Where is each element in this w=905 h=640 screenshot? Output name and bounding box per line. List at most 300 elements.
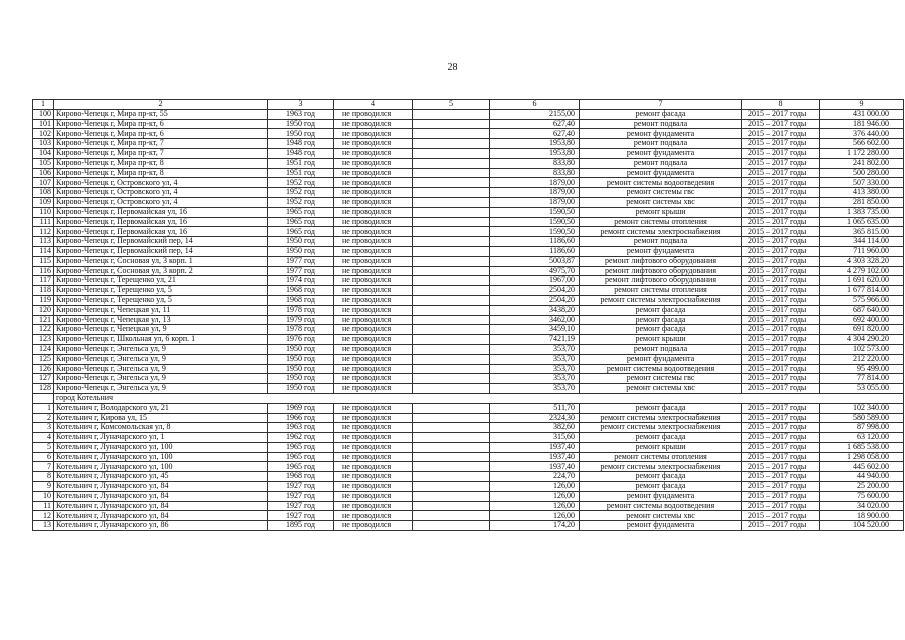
cost-cell: 500 280.00 (820, 168, 904, 178)
address-cell: Кирово-Чепецк г, Первомайская ул, 16 (54, 227, 268, 237)
empty-cell (413, 423, 490, 433)
period-cell: 2015 – 2017 годы (742, 335, 820, 345)
column-number-cell: 5 (413, 100, 490, 110)
address-cell: Котельнич г, Луначарского ул, 100 (54, 442, 268, 452)
year-built-cell: 1951 год (268, 158, 334, 168)
last-repair-cell: не проводился (334, 119, 413, 129)
row-number-cell: 125 (33, 354, 54, 364)
row-number-cell: 121 (33, 315, 54, 325)
row-number-cell: 112 (33, 227, 54, 237)
cost-cell: 691 820.00 (820, 325, 904, 335)
address-cell: Кирово-Чепецк г, Мира пр-кт, 8 (54, 158, 268, 168)
cost-cell: 44 940.00 (820, 472, 904, 482)
last-repair-cell: не проводился (334, 442, 413, 452)
period-cell: 2015 – 2017 годы (742, 403, 820, 413)
work-type-cell: ремонт подвала (580, 344, 742, 354)
area-cell: 3462,00 (490, 315, 580, 325)
address-cell: Кирово-Чепецк г, Мира пр-кт, 6 (54, 129, 268, 139)
row-number-cell: 116 (33, 266, 54, 276)
address-cell: Кирово-Чепецк г, Сосновая ул, 3 корп. 1 (54, 256, 268, 266)
period-cell: 2015 – 2017 годы (742, 354, 820, 364)
address-cell: Котельнич г, Луначарского ул, 84 (54, 511, 268, 521)
table-row (33, 178, 904, 188)
column-number-cell: 7 (580, 100, 742, 110)
area-cell: 1879,00 (490, 188, 580, 198)
work-type-cell: ремонт системы электроснабжения (580, 462, 742, 472)
row-number-cell: 113 (33, 237, 54, 247)
last-repair-cell: не проводился (334, 129, 413, 139)
area-cell: 7421,19 (490, 335, 580, 345)
cost-cell: 102 573.00 (820, 344, 904, 354)
last-repair-cell: не проводился (334, 158, 413, 168)
work-type-cell: ремонт системы водоотведения (580, 178, 742, 188)
cost-cell: 1 172 280.00 (820, 148, 904, 158)
area-cell: 3459,10 (490, 325, 580, 335)
area-cell: 2504,20 (490, 295, 580, 305)
cost-cell: 212 220.00 (820, 354, 904, 364)
last-repair-cell: не проводился (334, 178, 413, 188)
area-cell: 511,70 (490, 403, 580, 413)
last-repair-cell: не проводился (334, 511, 413, 521)
period-cell: 2015 – 2017 годы (742, 521, 820, 531)
table-row (33, 237, 904, 247)
table-row (33, 256, 904, 266)
table-row (33, 207, 904, 217)
year-built-cell: 1952 год (268, 178, 334, 188)
table-row (33, 511, 904, 521)
address-cell: Кирово-Чепецк г, Мира пр-кт, 7 (54, 139, 268, 149)
empty-cell (413, 178, 490, 188)
table-row (33, 335, 904, 345)
area-cell: 3438,20 (490, 305, 580, 315)
year-built-cell: 1950 год (268, 246, 334, 256)
cost-cell: 87 998.00 (820, 423, 904, 433)
area-cell: 1186,60 (490, 237, 580, 247)
work-type-cell: ремонт фасада (580, 109, 742, 119)
work-type-cell: ремонт фасада (580, 305, 742, 315)
empty-cell (413, 501, 490, 511)
work-type-cell: ремонт фундамента (580, 168, 742, 178)
table-row (33, 354, 904, 364)
cost-cell: 18 900.00 (820, 511, 904, 521)
work-type-cell: ремонт системы отопления (580, 286, 742, 296)
table-row (33, 403, 904, 413)
row-number-cell: 126 (33, 364, 54, 374)
period-cell: 2015 – 2017 годы (742, 266, 820, 276)
year-built-cell: 1963 год (268, 423, 334, 433)
row-number-cell: 124 (33, 344, 54, 354)
period-cell: 2015 – 2017 годы (742, 472, 820, 482)
empty-cell (413, 374, 490, 384)
empty-cell (413, 246, 490, 256)
row-number-cell: 127 (33, 374, 54, 384)
cost-cell: 1 677 814.00 (820, 286, 904, 296)
cost-cell: 1 298 058.00 (820, 452, 904, 462)
area-cell: 1590,50 (490, 217, 580, 227)
period-cell: 2015 – 2017 годы (742, 148, 820, 158)
work-type-cell: ремонт системы электроснабжения (580, 295, 742, 305)
row-number-cell: 122 (33, 325, 54, 335)
cost-cell: 575 966.00 (820, 295, 904, 305)
table-row (33, 423, 904, 433)
row-number-cell: 119 (33, 295, 54, 305)
year-built-cell: 1966 год (268, 413, 334, 423)
table-row (33, 462, 904, 472)
last-repair-cell: не проводился (334, 433, 413, 443)
empty-cell (413, 491, 490, 501)
last-repair-cell: не проводился (334, 217, 413, 227)
period-cell: 2015 – 2017 годы (742, 501, 820, 511)
table-row (33, 315, 904, 325)
work-type-cell: ремонт фундамента (580, 129, 742, 139)
address-cell: Кирово-Чепецк г, Чепецкая ул, 11 (54, 305, 268, 315)
area-cell: 1937,40 (490, 442, 580, 452)
last-repair-cell: не проводился (334, 472, 413, 482)
address-cell: Котельнич г, Луначарского ул, 84 (54, 491, 268, 501)
empty-cell (413, 119, 490, 129)
year-built-cell: 1965 год (268, 442, 334, 452)
table-row (33, 305, 904, 315)
table-row (33, 148, 904, 158)
empty-cell (413, 266, 490, 276)
cost-cell: 566 602.00 (820, 139, 904, 149)
period-cell: 2015 – 2017 годы (742, 442, 820, 452)
year-built-cell: 1965 год (268, 452, 334, 462)
area-cell: 353,70 (490, 354, 580, 364)
row-number-cell: 8 (33, 472, 54, 482)
area-cell: 833,80 (490, 158, 580, 168)
row-number-cell: 114 (33, 246, 54, 256)
empty-cell (413, 344, 490, 354)
row-number-cell: 6 (33, 452, 54, 462)
work-type-cell: ремонт фасада (580, 325, 742, 335)
last-repair-cell: не проводился (334, 491, 413, 501)
last-repair-cell: не проводился (334, 256, 413, 266)
year-built-cell: 1965 год (268, 217, 334, 227)
area-cell: 126,00 (490, 491, 580, 501)
cost-cell: 413 380.00 (820, 188, 904, 198)
row-number-cell: 110 (33, 207, 54, 217)
city-name: город Котельнич (54, 393, 904, 403)
year-built-cell: 1950 год (268, 374, 334, 384)
table-row (33, 246, 904, 256)
period-cell: 2015 – 2017 годы (742, 276, 820, 286)
table-row (33, 119, 904, 129)
address-cell: Котельнич г, Луначарского ул, 86 (54, 521, 268, 531)
column-number-cell: 3 (268, 100, 334, 110)
table-row (33, 217, 904, 227)
table-row (33, 109, 904, 119)
area-cell: 1590,50 (490, 227, 580, 237)
area-cell: 224,70 (490, 472, 580, 482)
cost-cell: 95 499.00 (820, 364, 904, 374)
empty-cell (413, 325, 490, 335)
year-built-cell: 1965 год (268, 207, 334, 217)
last-repair-cell: не проводился (334, 197, 413, 207)
work-type-cell: ремонт фасада (580, 472, 742, 482)
cost-cell: 281 850.00 (820, 197, 904, 207)
area-cell: 353,70 (490, 344, 580, 354)
row-number-cell: 13 (33, 521, 54, 531)
period-cell: 2015 – 2017 годы (742, 491, 820, 501)
work-type-cell: ремонт лифтового оборудования (580, 256, 742, 266)
period-cell: 2015 – 2017 годы (742, 109, 820, 119)
work-type-cell: ремонт фасада (580, 315, 742, 325)
row-number-cell: 2 (33, 413, 54, 423)
empty-cell (413, 139, 490, 149)
work-type-cell: ремонт фундамента (580, 148, 742, 158)
year-built-cell: 1950 год (268, 354, 334, 364)
year-built-cell: 1963 год (268, 109, 334, 119)
last-repair-cell: не проводился (334, 325, 413, 335)
work-type-cell: ремонт фундамента (580, 491, 742, 501)
row-number-cell: 1 (33, 403, 54, 413)
table-row (33, 501, 904, 511)
cost-cell: 4 304 290.20 (820, 335, 904, 345)
period-cell: 2015 – 2017 годы (742, 178, 820, 188)
address-cell: Кирово-Чепецк г, Островского ул, 4 (54, 178, 268, 188)
cost-cell: 4 303 328.20 (820, 256, 904, 266)
period-cell: 2015 – 2017 годы (742, 256, 820, 266)
area-cell: 4975,70 (490, 266, 580, 276)
table-row (33, 276, 904, 286)
cost-cell: 365 815.00 (820, 227, 904, 237)
row-number-cell: 12 (33, 511, 54, 521)
work-type-cell: ремонт системы гвс (580, 374, 742, 384)
last-repair-cell: не проводился (334, 276, 413, 286)
address-cell: Котельнич г, Володарского ул, 21 (54, 403, 268, 413)
area-cell: 5003,87 (490, 256, 580, 266)
year-built-cell: 1968 год (268, 286, 334, 296)
address-cell: Кирово-Чепецк г, Островского ул, 4 (54, 197, 268, 207)
empty-cell (413, 109, 490, 119)
column-number-cell: 1 (33, 100, 54, 110)
period-cell: 2015 – 2017 годы (742, 315, 820, 325)
table-row (33, 482, 904, 492)
last-repair-cell: не проводился (334, 521, 413, 531)
column-number-cell: 8 (742, 100, 820, 110)
last-repair-cell: не проводился (334, 315, 413, 325)
last-repair-cell: не проводился (334, 148, 413, 158)
row-number-cell: 10 (33, 491, 54, 501)
area-cell: 126,00 (490, 511, 580, 521)
period-cell: 2015 – 2017 годы (742, 227, 820, 237)
year-built-cell: 1950 год (268, 237, 334, 247)
last-repair-cell: не проводился (334, 423, 413, 433)
last-repair-cell: не проводился (334, 344, 413, 354)
table-row (33, 188, 904, 198)
work-type-cell: ремонт фасада (580, 403, 742, 413)
row-number-cell: 111 (33, 217, 54, 227)
cost-cell: 692 400.00 (820, 315, 904, 325)
last-repair-cell: не проводился (334, 237, 413, 247)
empty-cell (413, 452, 490, 462)
work-type-cell: ремонт крыши (580, 335, 742, 345)
year-built-cell: 1977 год (268, 266, 334, 276)
cost-cell: 1 685 538.00 (820, 442, 904, 452)
row-number-cell: 115 (33, 256, 54, 266)
address-cell: Кирово-Чепецк г, Энгельса ул, 9 (54, 384, 268, 394)
cost-cell: 1 691 620.00 (820, 276, 904, 286)
empty-cell (413, 217, 490, 227)
last-repair-cell: не проводился (334, 413, 413, 423)
last-repair-cell: не проводился (334, 335, 413, 345)
empty-cell (413, 168, 490, 178)
work-type-cell: ремонт системы электроснабжения (580, 423, 742, 433)
year-built-cell: 1951 год (268, 168, 334, 178)
row-number-cell: 103 (33, 139, 54, 149)
table-row (33, 413, 904, 423)
year-built-cell: 1968 год (268, 295, 334, 305)
work-type-cell: ремонт фундамента (580, 246, 742, 256)
year-built-cell: 1948 год (268, 139, 334, 149)
work-type-cell: ремонт системы электроснабжения (580, 413, 742, 423)
cost-cell: 34 020.00 (820, 501, 904, 511)
row-number-cell: 7 (33, 462, 54, 472)
year-built-cell: 1962 год (268, 433, 334, 443)
period-cell: 2015 – 2017 годы (742, 217, 820, 227)
year-built-cell: 1927 год (268, 491, 334, 501)
year-built-cell: 1978 год (268, 325, 334, 335)
row-number-cell: 120 (33, 305, 54, 315)
address-cell: Кирово-Чепецк г, Островского ул, 4 (54, 188, 268, 198)
address-cell: Котельнич г, Луначарского ул, 1 (54, 433, 268, 443)
cost-cell: 75 600.00 (820, 491, 904, 501)
cost-cell: 25 200.00 (820, 482, 904, 492)
last-repair-cell: не проводился (334, 139, 413, 149)
year-built-cell: 1950 год (268, 129, 334, 139)
year-built-cell: 1948 год (268, 148, 334, 158)
period-cell: 2015 – 2017 годы (742, 511, 820, 521)
address-cell: Кирово-Чепецк г, Энгельса ул, 9 (54, 364, 268, 374)
address-cell: Котельнич г, Луначарского ул, 100 (54, 462, 268, 472)
table-row (33, 472, 904, 482)
row-number-cell: 100 (33, 109, 54, 119)
period-cell: 2015 – 2017 годы (742, 119, 820, 129)
period-cell: 2015 – 2017 годы (742, 423, 820, 433)
area-cell: 1953,80 (490, 139, 580, 149)
empty-cell (413, 442, 490, 452)
empty-cell (413, 315, 490, 325)
empty-cell (413, 158, 490, 168)
period-cell: 2015 – 2017 годы (742, 452, 820, 462)
cost-cell: 53 055.00 (820, 384, 904, 394)
empty-cell (413, 413, 490, 423)
period-cell: 2015 – 2017 годы (742, 295, 820, 305)
area-cell: 1953,80 (490, 148, 580, 158)
address-cell: Котельнич г, Комсомольская ул, 8 (54, 423, 268, 433)
empty-cell (413, 403, 490, 413)
table-row (33, 344, 904, 354)
cost-cell: 376 440.00 (820, 129, 904, 139)
row-number-cell: 107 (33, 178, 54, 188)
row-number-cell: 11 (33, 501, 54, 511)
empty-cell (413, 521, 490, 531)
table-row (33, 197, 904, 207)
address-cell: Кирово-Чепецк г, Терещенко ул, 5 (54, 286, 268, 296)
work-type-cell: ремонт системы хвс (580, 384, 742, 394)
table-row (33, 168, 904, 178)
work-type-cell: ремонт фасада (580, 482, 742, 492)
empty-cell (413, 276, 490, 286)
year-built-cell: 1950 год (268, 364, 334, 374)
row-number-cell: 108 (33, 188, 54, 198)
period-cell: 2015 – 2017 годы (742, 433, 820, 443)
address-cell: Кирово-Чепецк г, Мира пр-кт, 8 (54, 168, 268, 178)
work-type-cell: ремонт системы отопления (580, 452, 742, 462)
work-type-cell: ремонт лифтового оборудования (580, 266, 742, 276)
address-cell: Кирово-Чепецк г, Терещенко ул, 21 (54, 276, 268, 286)
period-cell: 2015 – 2017 годы (742, 188, 820, 198)
empty-cell (413, 462, 490, 472)
year-built-cell: 1927 год (268, 482, 334, 492)
row-number-cell: 106 (33, 168, 54, 178)
cost-cell: 445 602.00 (820, 462, 904, 472)
period-cell: 2015 – 2017 годы (742, 168, 820, 178)
period-cell: 2015 – 2017 годы (742, 197, 820, 207)
empty-cell (413, 129, 490, 139)
cost-cell: 711 960.00 (820, 246, 904, 256)
last-repair-cell: не проводился (334, 227, 413, 237)
last-repair-cell: не проводился (334, 403, 413, 413)
work-type-cell: ремонт системы отопления (580, 217, 742, 227)
table-row (33, 433, 904, 443)
empty-cell (413, 335, 490, 345)
row-number-cell: 105 (33, 158, 54, 168)
table-row (33, 139, 904, 149)
table-row (33, 295, 904, 305)
empty-cell (413, 433, 490, 443)
table-row (33, 374, 904, 384)
work-type-cell: ремонт подвала (580, 119, 742, 129)
empty-cell (413, 354, 490, 364)
work-type-cell: ремонт подвала (580, 158, 742, 168)
empty-cell (33, 393, 54, 403)
last-repair-cell: не проводился (334, 374, 413, 384)
area-cell: 174,20 (490, 521, 580, 531)
table-row (33, 384, 904, 394)
column-number-row (33, 100, 904, 110)
period-cell: 2015 – 2017 годы (742, 374, 820, 384)
empty-cell (413, 472, 490, 482)
empty-cell (413, 482, 490, 492)
address-cell: Кирово-Чепецк г, Энгельса ул, 9 (54, 354, 268, 364)
area-cell: 1967,00 (490, 276, 580, 286)
period-cell: 2015 – 2017 годы (742, 325, 820, 335)
area-cell: 627,40 (490, 119, 580, 129)
empty-cell (413, 305, 490, 315)
cost-cell: 687 640.00 (820, 305, 904, 315)
address-cell: Кирово-Чепецк г, Школьная ул, 6 корп. 1 (54, 335, 268, 345)
area-cell: 353,70 (490, 384, 580, 394)
empty-cell (413, 364, 490, 374)
last-repair-cell: не проводился (334, 246, 413, 256)
last-repair-cell: не проводился (334, 452, 413, 462)
table-row (33, 364, 904, 374)
area-cell: 315,60 (490, 433, 580, 443)
row-number-cell: 117 (33, 276, 54, 286)
table-row (33, 286, 904, 296)
period-cell: 2015 – 2017 годы (742, 344, 820, 354)
repair-schedule-table (32, 99, 904, 531)
page-number: 28 (447, 62, 458, 73)
column-number-cell: 6 (490, 100, 580, 110)
period-cell: 2015 – 2017 годы (742, 158, 820, 168)
table-row (33, 442, 904, 452)
address-cell: Кирово-Чепецк г, Энгельса ул, 9 (54, 374, 268, 384)
area-cell: 833,80 (490, 168, 580, 178)
period-cell: 2015 – 2017 годы (742, 482, 820, 492)
